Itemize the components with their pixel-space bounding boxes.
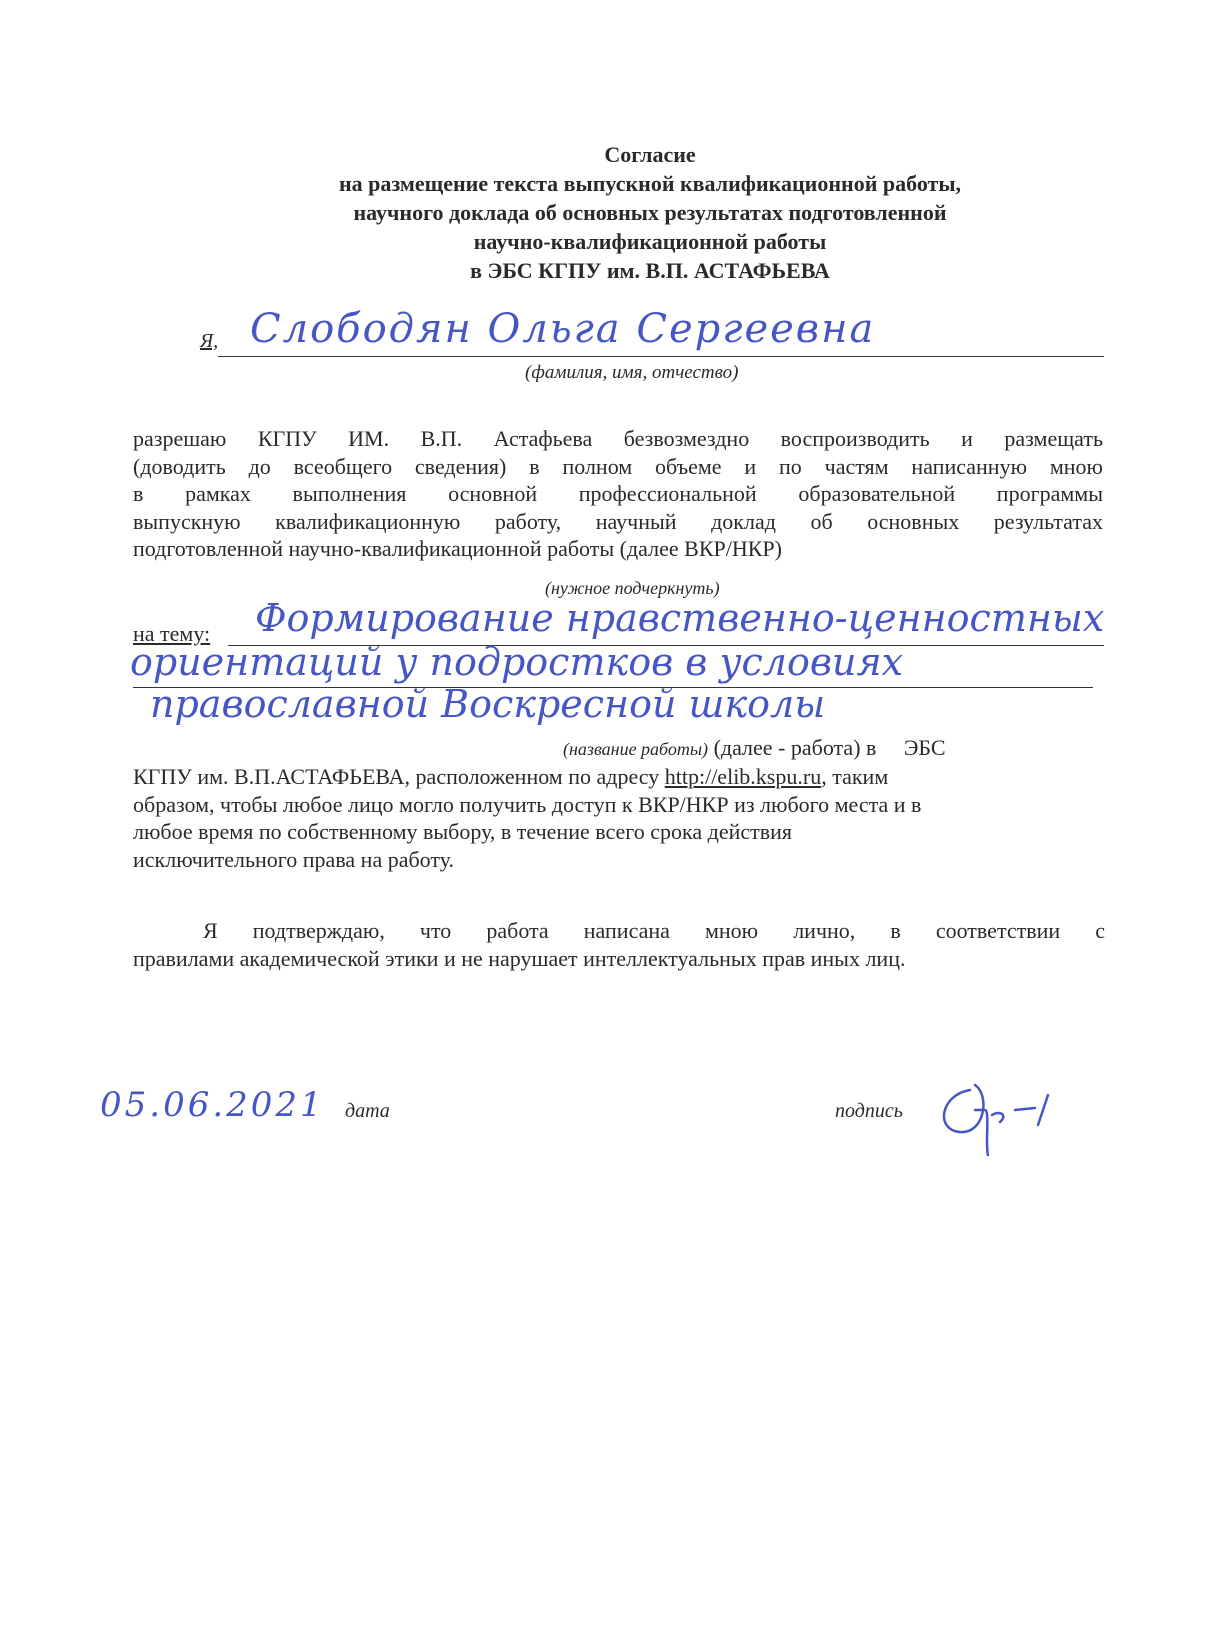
subtitle-line: научного доклада об основных результатах подготовленной — [353, 200, 947, 225]
topic-caption-after: (далее - работа) в ЭБС — [713, 735, 946, 760]
subtitle-line: на размещение текста выпускной квалификационной работы, — [338, 171, 962, 196]
permission-paragraph — [133, 425, 1103, 563]
confirmation-paragraph — [133, 917, 1105, 972]
location-paragraph — [133, 763, 1113, 873]
name-handwritten: Слободян Ольга Сергеевна — [250, 306, 876, 352]
document-title — [0, 140, 1216, 285]
topic-handwritten-line: православной Воскресной школы — [150, 682, 826, 726]
text-line: разрешаю КГПУ ИМ. В.П. Астафьева безвозмездно воспроизводить и размещать — [133, 426, 1103, 451]
title: Согласие — [604, 142, 696, 167]
name-caption: (фамилия, имя, отчество) — [525, 362, 739, 383]
topic-prefix: на тему: — [133, 621, 211, 646]
text-line: Я подтверждаю, что работа написана мною лично, в соответствии с — [203, 918, 1105, 943]
name-prefix: Я, — [200, 330, 219, 352]
text-line: подготовленной научно-квалификационной работы (далее ВКР/НКР) — [133, 536, 782, 561]
subtitle-line: научно-квалификационной работы — [473, 229, 827, 254]
text-line: образом, чтобы любое лицо могло получить доступ к ВКР/НКР из любого места и в — [133, 791, 922, 817]
underline-hint: (нужное подчеркнуть) — [545, 578, 720, 598]
signature-label: подпись — [835, 1100, 903, 1122]
text-line: выпускную квалификационную работу, научный доклад об основных результатах — [133, 508, 1103, 534]
text-line: правилами академической этики и не нарушает интеллектуальных прав иных лиц. — [133, 945, 906, 971]
topic-handwritten-line: ориентаций у подростков в условиях — [130, 640, 904, 684]
text-segment: КГПУ им. В.П.АСТАФЬЕВА, расположенном по адресу — [133, 764, 665, 789]
text-line: (доводить до всеобщего сведения) в полном объеме и по частям написанную мною — [133, 453, 1103, 479]
elib-link[interactable]: http://elib.kspu.ru — [664, 764, 822, 789]
text-line: исключительного права на работу. — [133, 846, 455, 872]
topic-handwritten-line: Формирование нравственно-ценностных — [255, 596, 1105, 640]
signature-mark — [930, 1070, 1090, 1160]
date-label: дата — [345, 1100, 390, 1122]
text-line: в рамках выполнения основной профессиональной образовательной программы — [133, 481, 1103, 506]
date-handwritten: 05.06.2021 — [100, 1085, 325, 1125]
text-line: любое время по собственному выбору, в течение всего срока действия — [133, 819, 793, 844]
topic-caption: (название работы) — [563, 739, 709, 759]
text-segment: , таким — [821, 764, 889, 789]
name-underline — [218, 356, 1104, 357]
subtitle-line: в ЭБС КГПУ им. В.П. АСТАФЬЕВА — [470, 258, 830, 283]
